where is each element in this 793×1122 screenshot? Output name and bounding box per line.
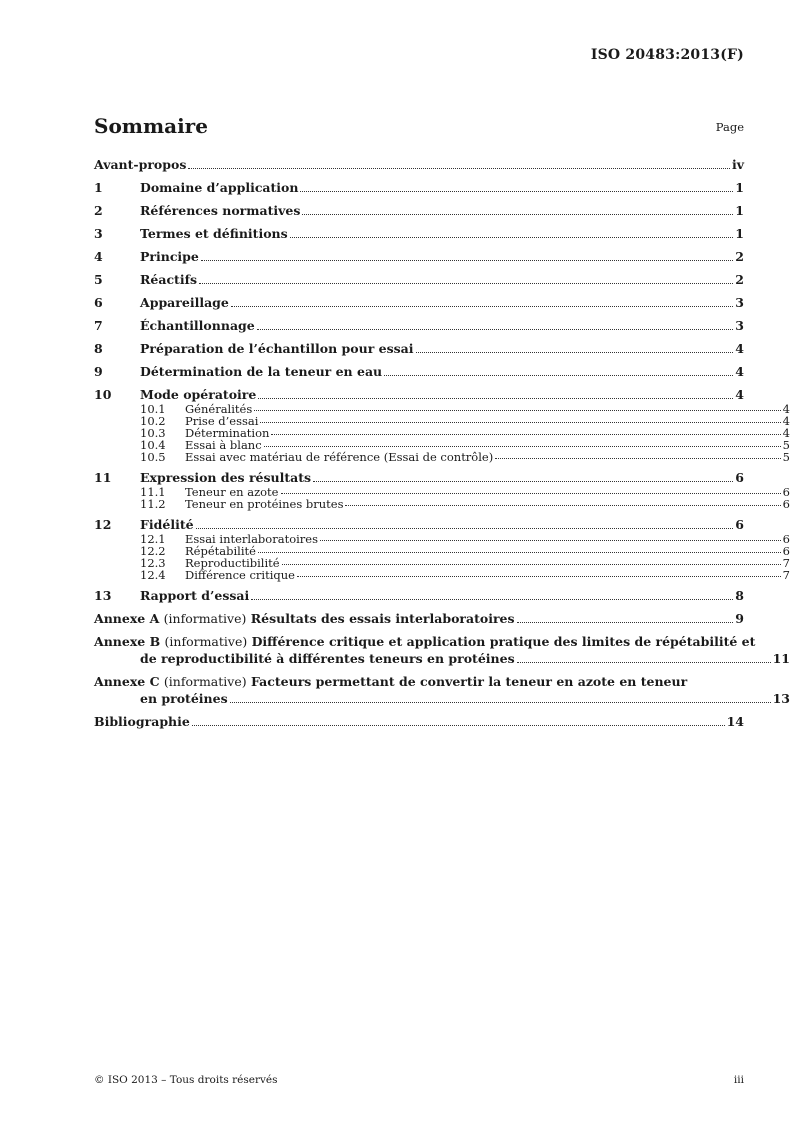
toc-subentry-text: Essai à blanc xyxy=(185,438,262,452)
annex-label: Annexe B xyxy=(94,634,161,649)
dot-leader xyxy=(302,214,733,215)
annex-title: Résultats des essais interlaboratoires xyxy=(250,611,515,626)
toc-section-number: 8 xyxy=(94,341,103,356)
toc-subsection-number: 12.2 xyxy=(140,544,166,558)
toc-entry-text: Bibliographie xyxy=(94,714,190,729)
toc-entry-text: Appareillage xyxy=(140,295,229,310)
toc-subentry-text: Généralités xyxy=(185,402,253,416)
toc-subentry-text: Teneur en azote xyxy=(185,485,279,499)
dot-leader xyxy=(251,599,733,600)
footer-page-number: iii xyxy=(733,1074,744,1086)
dot-leader xyxy=(196,528,734,529)
toc-subentry-10-5[interactable] xyxy=(94,451,790,463)
toc-page-number: 5 xyxy=(782,450,790,464)
toc-subsection-number: 12.1 xyxy=(140,532,166,546)
toc-subentry-text: Prise d’essai xyxy=(185,414,259,428)
toc-entry-1[interactable] xyxy=(94,179,744,196)
toc-page-number: 1 xyxy=(735,226,744,241)
toc-section-number: 3 xyxy=(94,226,103,241)
toc-page-number: 6 xyxy=(782,485,790,499)
toc-entry-text: Échantillonnage xyxy=(140,318,255,333)
dot-leader xyxy=(517,622,734,623)
toc-subentry-text: Essai interlaboratoires xyxy=(185,532,318,546)
toc-subentry-text: Détermination xyxy=(185,426,270,440)
toc-page-number: 8 xyxy=(735,588,744,603)
toc-entry-10[interactable] xyxy=(94,386,744,403)
toc-page-number: 7 xyxy=(782,568,790,582)
toc-page-number: 3 xyxy=(735,318,744,333)
toc-subentry-text: Essai avec matériau de référence (Essai de contrôle) xyxy=(185,450,494,464)
dot-leader xyxy=(517,662,771,663)
dot-leader xyxy=(188,168,730,169)
dot-leader xyxy=(260,422,780,423)
toc-section-number: 9 xyxy=(94,364,103,379)
toc-page-number: 4 xyxy=(735,364,744,379)
toc-section-number: 13 xyxy=(94,588,112,603)
toc-section-number: 6 xyxy=(94,295,103,310)
dot-leader xyxy=(320,540,781,541)
toc-page-number: 4 xyxy=(782,414,790,428)
annex-title: Facteurs permettant de convertir la teneur en azote en teneur xyxy=(250,674,688,689)
dot-leader xyxy=(297,576,781,577)
dot-leader xyxy=(313,481,733,482)
toc-entry-13[interactable] xyxy=(94,587,744,604)
toc-entry-text: Expression des résultats xyxy=(140,470,312,485)
annex-title-continued: en protéines xyxy=(140,691,228,706)
toc-entry-bibliographie[interactable] xyxy=(94,713,744,730)
dot-leader xyxy=(192,725,725,726)
toc-entry-text: Principe xyxy=(140,249,199,264)
dot-leader xyxy=(257,329,734,330)
toc-subentry-text: Reproductibilité xyxy=(185,556,280,570)
toc-entry-3[interactable] xyxy=(94,225,744,242)
toc-page-number: 1 xyxy=(735,203,744,218)
toc-subsection-number: 10.4 xyxy=(140,438,166,452)
toc-subentry-12-4[interactable] xyxy=(94,569,790,581)
toc-section-number: 2 xyxy=(94,203,103,218)
toc-entry-text: Mode opératoire xyxy=(140,387,257,402)
toc-subentry-text: Répétabilité xyxy=(185,544,256,558)
toc-subsection-number: 10.3 xyxy=(140,426,166,440)
toc-subentry-text: Teneur en protéines brutes xyxy=(185,497,344,511)
toc-page-number: 9 xyxy=(735,611,744,626)
toc-page-number: 7 xyxy=(782,556,790,570)
toc-title: Sommaire xyxy=(94,114,208,138)
toc-subentry-11-2[interactable] xyxy=(94,498,790,510)
toc-entry-text: Domaine d’application xyxy=(140,180,299,195)
annex-label: Annexe A xyxy=(94,611,160,626)
toc-page-number: 4 xyxy=(782,426,790,440)
toc-subsection-number: 10.1 xyxy=(140,402,166,416)
toc-entry-6[interactable] xyxy=(94,294,744,311)
toc-page-number: 6 xyxy=(782,532,790,546)
toc-entry-9[interactable] xyxy=(94,363,744,380)
toc-entry-12[interactable] xyxy=(94,516,744,533)
toc-page-number: 4 xyxy=(735,387,744,402)
toc-page-number: 2 xyxy=(735,249,744,264)
dot-leader xyxy=(231,306,733,307)
toc-section-number: 10 xyxy=(94,387,112,402)
annex-informative: (informative) xyxy=(164,634,248,649)
annex-title-continued: de reproductibilité à différentes teneurs en protéines xyxy=(140,651,515,666)
dot-leader xyxy=(345,505,780,506)
toc-section-number: 1 xyxy=(94,180,103,195)
dot-leader xyxy=(201,260,733,261)
toc-subsection-number: 12.3 xyxy=(140,556,166,570)
annex-title: Différence critique et application pratique des limites de répétabilité et xyxy=(251,634,756,649)
document-id: ISO 20483:2013(F) xyxy=(590,47,744,63)
toc-page-number: 5 xyxy=(782,438,790,452)
toc-page-number: 6 xyxy=(735,517,744,532)
toc-subsection-number: 10.2 xyxy=(140,414,166,428)
dot-leader xyxy=(384,375,733,376)
toc-page-number: 6 xyxy=(782,544,790,558)
toc-entry-11[interactable] xyxy=(94,469,744,486)
toc-page-number: 13 xyxy=(772,691,790,706)
toc-page-number: 14 xyxy=(726,714,744,729)
toc-page-number: 4 xyxy=(782,402,790,416)
annex-label: Annexe C xyxy=(94,674,160,689)
toc-entry-text: Fidélité xyxy=(140,517,194,532)
toc-entry-7[interactable] xyxy=(94,317,744,334)
dot-leader xyxy=(258,398,733,399)
toc-page-number: 6 xyxy=(782,497,790,511)
toc-entry-annexe-a[interactable] xyxy=(94,610,744,627)
table-of-contents xyxy=(94,156,790,730)
toc-page-number: 6 xyxy=(735,470,744,485)
toc-page-number: 2 xyxy=(735,272,744,287)
toc-entry-text: Avant-propos xyxy=(94,157,187,172)
dot-leader xyxy=(282,564,781,565)
toc-page-number: 4 xyxy=(735,341,744,356)
toc-subsection-number: 11.1 xyxy=(140,485,166,499)
toc-page-number: iv xyxy=(731,157,744,172)
toc-page-number: 1 xyxy=(735,180,744,195)
toc-entry-8[interactable] xyxy=(94,340,744,357)
dot-leader xyxy=(254,410,780,411)
dot-leader xyxy=(271,434,780,435)
toc-entry-text: Rapport d’essai xyxy=(140,588,250,603)
dot-leader xyxy=(300,191,733,192)
dot-leader xyxy=(230,702,771,703)
toc-page-number: 3 xyxy=(735,295,744,310)
toc-entry-text: Réactifs xyxy=(140,272,197,287)
toc-subentry-text: Différence critique xyxy=(185,568,295,582)
dot-leader xyxy=(199,283,733,284)
footer-copyright: © ISO 2013 – Tous droits réservés xyxy=(94,1074,278,1086)
toc-subsection-number: 10.5 xyxy=(140,450,166,464)
toc-entry-text: Termes et définitions xyxy=(140,226,288,241)
toc-entry-text: Préparation de l’échantillon pour essai xyxy=(140,341,414,356)
toc-entry-annexe-b[interactable] xyxy=(94,633,790,667)
toc-section-number: 4 xyxy=(94,249,103,264)
dot-leader xyxy=(264,446,781,447)
toc-subsection-number: 11.2 xyxy=(140,497,166,511)
dot-leader xyxy=(258,552,781,553)
toc-entry-2[interactable] xyxy=(94,202,744,219)
toc-section-number: 12 xyxy=(94,517,112,532)
dot-leader xyxy=(416,352,734,353)
dot-leader xyxy=(281,493,781,494)
toc-section-number: 5 xyxy=(94,272,103,287)
toc-entry-avant-propos[interactable] xyxy=(94,156,744,173)
toc-subsection-number: 12.4 xyxy=(140,568,166,582)
toc-entry-annexe-c[interactable] xyxy=(94,673,790,707)
dot-leader xyxy=(290,237,734,238)
toc-entry-4[interactable] xyxy=(94,248,744,265)
annex-informative: (informative) xyxy=(163,674,247,689)
annex-informative: (informative) xyxy=(163,611,247,626)
toc-section-number: 7 xyxy=(94,318,103,333)
toc-section-number: 11 xyxy=(94,470,112,485)
toc-entry-text: Détermination de la teneur en eau xyxy=(140,364,383,379)
dot-leader xyxy=(495,458,780,459)
toc-entry-5[interactable] xyxy=(94,271,744,288)
page-column-label: Page xyxy=(715,120,744,134)
toc-page-number: 11 xyxy=(772,651,790,666)
toc-entry-text: Références normatives xyxy=(140,203,301,218)
